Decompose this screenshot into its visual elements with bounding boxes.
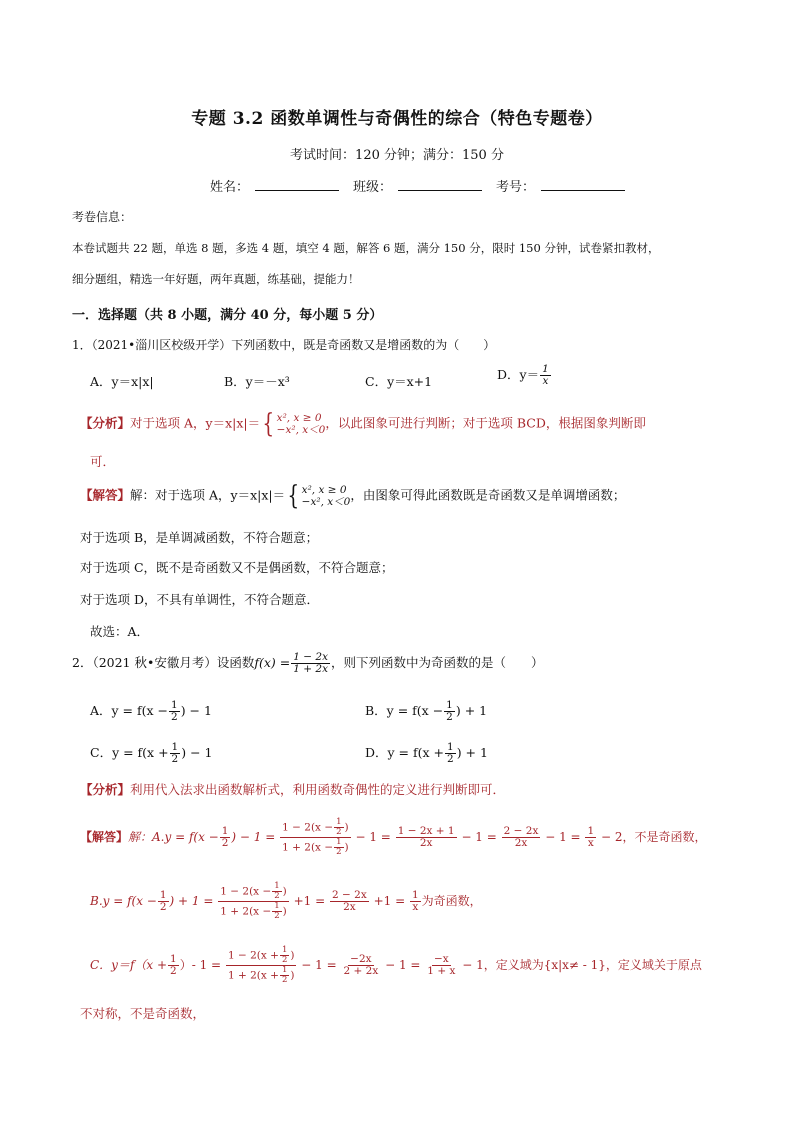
student-fields [210,176,633,195]
q2-answer-c: C．y＝f（x + $\frac{1}{2}$ ）- 1 = 1 − 2(x + $\frac{1}{2}$ ) 1 + 2(x + $\frac{1}{2}$ ) − 1 = $\frac{-2x}{2 + 2x}$ − 1 = $\frac{-x}{1 + x}$ − 1，定义域为{x|x≠ - 1}，定义域关于原点 [90,945,702,985]
q1-option-b: B．y＝－x³ [224,374,290,389]
q2-stem: 2．（2021 秋•安徽月考）设函数f(x) = $\frac{1 - 2x}{1 + 2x}$ ，则下列函数中为奇函数的是（ ） [72,651,544,675]
q1-answer-piecewise: { x², x ≥ 0 −x², x＜0 [287,481,351,511]
q2-option-c: C．y = f(x + $\frac{1}{2}$ ) − 1 [90,741,213,765]
q1-stem: 1．（2021•淄川区校级开学）下列函数中，既是奇函数又是增函数的为（ ） [72,338,496,352]
q2-answer-c-cont: 不对称，不是奇函数， [80,1006,206,1021]
info-heading: 考卷信息： [72,210,133,224]
q1-option-c: C．y＝x+1 [365,374,433,389]
q2-answer-b: B.y = f(x − $\frac{1}{2}$ ) + 1 = 1 − 2(x − $\frac{1}{2}$ ) 1 + 2(x − $\frac{1}{2}$ ) +1 = $\frac{2 - 2x}{2x}$ +1 = $\frac{1}{x}$ 为奇函数， [90,881,482,921]
q1-piecewise: { x², x ≥ 0 −x², x＜0 [262,409,326,439]
id-label: 考号： [496,180,536,195]
q1-answer: 【解答】解：对于选项 A，y＝x|x|＝ { x², x ≥ 0 −x², x＜0 ，由图象可得此函数既是奇函数又是单调增函数； [80,481,626,511]
document-title: 专题 3.2 函数单调性与奇偶性的综合（特色专题卷） [191,109,603,129]
q1-option-d: D．y＝ $\frac{1}{x}$ [497,363,549,387]
section-heading: 一．选择题（共 8 小题，满分 40 分，每小题 5 分） [72,308,383,323]
q1-line-d: 对于选项 D，不具有单调性，不符合题意． [80,592,319,607]
q1-option-a: A．y＝x|x| [90,374,154,389]
q1-choice: 故选：A． [90,624,150,639]
q2-option-d: D．y = f(x + $\frac{1}{2}$ ) + 1 [365,741,488,765]
q2-option-a: A．y = f(x − $\frac{1}{2}$ ) − 1 [90,699,212,723]
class-blank [398,178,482,191]
id-blank [541,178,625,191]
q1-line-c: 对于选项 C，既不是奇函数又不是偶函数，不符合题意； [80,560,394,575]
q2-answer-a: 【解答】解：A.y = f(x − $\frac{1}{2}$ ) − 1 = 1 − 2(x − $\frac{1}{2}$ ) 1 + 2(x − $\frac{1}{2}$ ) − 1 = $\frac{1 - 2x + 1}{2x}$ − 1 = $\frac{2 - 2x}{2x}$ − 1 = $\frac{1}{x}$ − 2，不是奇函数， [80,817,707,857]
class-label: 班级： [353,180,393,195]
exam-meta: 考试时间：120 分钟；满分：150 分 [290,148,504,163]
name-blank [255,178,339,191]
q1-analysis: 【分析】对于选项 A，y＝x|x|＝ { x², x ≥ 0 −x², x＜0 ，以此图象可进行判断；对于选项 BCD，根据图象判断即 [80,409,646,439]
name-label: 姓名： [210,180,250,195]
q2-analysis: 【分析】利用代入法求出函数解析式，利用函数奇偶性的定义进行判断即可． [80,782,506,797]
info-line-1: 本卷试题共 22 题，单选 8 题，多选 4 题，填空 4 题，解答 6 题，满分 150 分，限时 150 分钟，试卷紧扣教材， [72,241,660,255]
info-line-2: 细分题组，精选一年好题，两年真题，练基础，提能力！ [72,272,360,286]
q1-option-d-fraction: $\frac{1}{x}$ [542,363,549,387]
q1-analysis-cont: 可． [90,454,116,469]
q1-line-b: 对于选项 B，是单调减函数，不符合题意； [80,530,319,545]
q2-option-b: B．y = f(x − $\frac{1}{2}$ ) + 1 [365,699,488,723]
